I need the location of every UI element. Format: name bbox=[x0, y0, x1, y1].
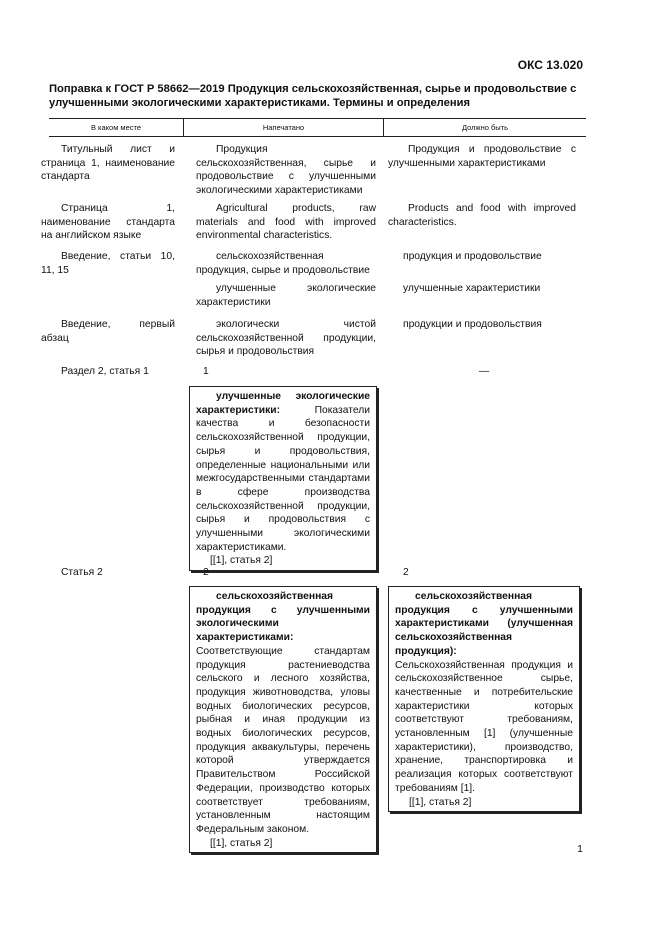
column-header-printed: Напечатано bbox=[262, 123, 305, 132]
row4-should: продукции и продовольствия bbox=[403, 319, 542, 330]
row2-place: Страница 1, наименование стандарта на английском языке bbox=[41, 203, 175, 242]
definition-3-term: сельскохозяйственная продукция с улучшенными характеристиками (улучшенная сельскохозяйственная продукция): bbox=[395, 591, 573, 657]
row5-place: Раздел 2, статья 1 bbox=[61, 366, 149, 377]
definition-3-text bbox=[395, 590, 573, 796]
definition-2-text bbox=[196, 590, 370, 837]
row6-printed-number: 2 bbox=[203, 567, 209, 578]
row3-printed: сельскохозяйственная продукция, сырье и продовольствие bbox=[196, 251, 370, 276]
row3-printed-2: улучшенные экологические характеристики bbox=[196, 283, 376, 308]
row3-should: продукция и продовольствие bbox=[403, 251, 542, 262]
ocs-code: ОКС 13.020 bbox=[517, 58, 583, 72]
definition-1-text bbox=[196, 390, 370, 554]
row4-printed: экологически чистой сельскохозяйственной продукции, сырья и продовольствия bbox=[196, 319, 376, 358]
definition-3-ref: [[1], статья 2] bbox=[409, 796, 472, 808]
row6-should-number: 2 bbox=[403, 567, 409, 578]
table-header-rule bbox=[49, 136, 586, 137]
row6-place: Статья 2 bbox=[61, 567, 103, 578]
row3-should-2: улучшенные характеристики bbox=[403, 283, 541, 294]
row1-place: Титульный лист и страница 1, наименование стандарта bbox=[41, 144, 175, 183]
column-header-place: В каком месте bbox=[90, 123, 142, 132]
definition-1-term: улучшенные экологические характеристики: bbox=[196, 391, 370, 416]
row2-should: Products and food with improved characteristics. bbox=[388, 203, 576, 228]
document-title: Поправка к ГОСТ Р 58662—2019 Продукция сельскохозяйственная, сырье и продовольствие с улучшенными экологическими характеристиками. Термины и определения bbox=[49, 83, 577, 109]
table-top-rule bbox=[49, 118, 586, 119]
row1-should: Продукция и продовольствие с улучшенными характеристиками bbox=[388, 144, 576, 169]
definition-2-ref: [[1], статья 2] bbox=[210, 837, 273, 849]
column-header-should: Должно быть bbox=[462, 123, 508, 132]
definition-box-printed-2 bbox=[189, 586, 377, 853]
definition-3-body: Сельскохозяйственная продукция и сельскохозяйственное сырье, качественные и потребительские характеристики которых соответствуют требованиям, установленным [1] (улучшенные характеристики), производство, хранение, транспортировка и реализация которых соответствуют требованиям [1]. bbox=[395, 659, 573, 794]
definition-1-ref: [[1], статья 2] bbox=[210, 555, 273, 567]
definition-box-printed-1 bbox=[189, 386, 377, 571]
page-number: 1 bbox=[577, 843, 583, 855]
row4-place: Введение, первый абзац bbox=[41, 319, 175, 344]
row2-printed: Agricultural products, raw materials and food with improved environmental characteristics. bbox=[196, 203, 376, 242]
definition-box-should-1 bbox=[388, 586, 580, 812]
definition-2-term: сельскохозяйственная продукция с улучшенными экологическими характеристиками: bbox=[196, 591, 370, 644]
row5-printed-number: 1 bbox=[203, 366, 209, 377]
definition-1-body: Показатели качества и безопасности сельскохозяйственной продукции, сырья и продовольствия, определенные национальными или межгосударственными стандартами в сфере производства сельскохозяйственной продукции, сырья и продовольствия с улучшенными экологическими характеристиками. bbox=[196, 404, 370, 553]
row5-should-dash: — bbox=[478, 366, 490, 377]
row1-printed: Продукция сельскохозяйственная, сырье и продовольствие с улучшенными экологическими характеристиками bbox=[196, 144, 376, 197]
row3-place: Введение, статьи 10, 11, 15 bbox=[41, 251, 175, 276]
definition-2-body: Соответствующие стандартам продукция растениеводства сельского и лесного хозяйства, продукция животноводства, уловы водных биологических ресурсов, рыбная и иная продукции из водных биологических ресурсов, продукция аквакультуры, перечень которой утверждается Правительством Российской Федерации, производство которых соответствует требованиям, установленным настоящим Федеральным законом. bbox=[196, 645, 370, 835]
